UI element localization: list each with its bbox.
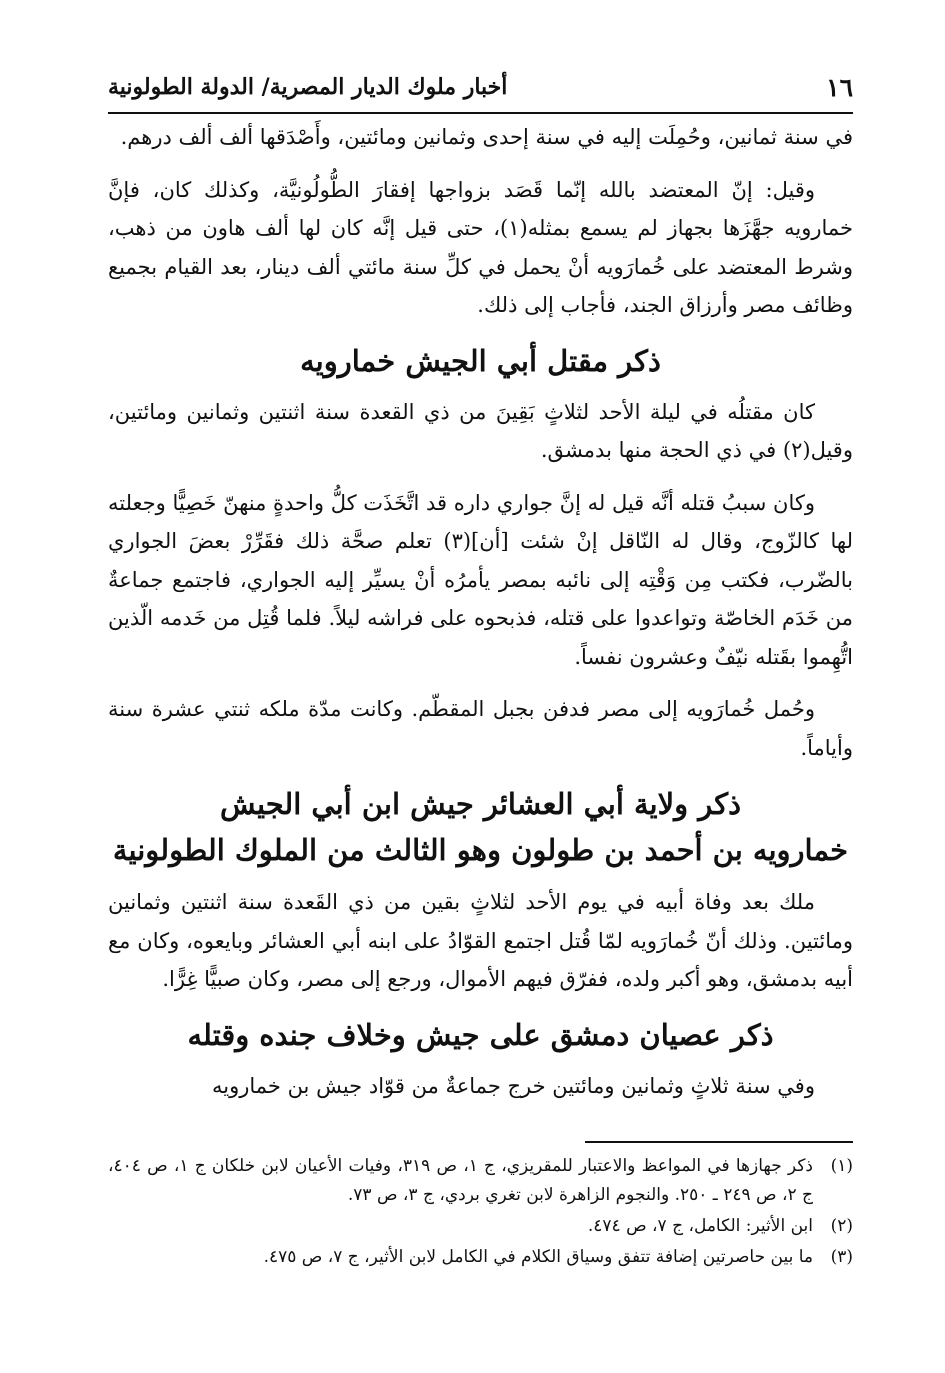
- paragraph-2: وقيل: إنّ المعتضد بالله إنّما قَصَد بزواجها إفقارَ الطُّولُونيَّة، وكذلك كان، فإنَّ خمارويه جهَّزَها بجهاز لم يسمع بمثله(١)، حتى قيل إنَّه كان لها ألف هاون من ذهب، وشرط المعتضد على خُمارَويه أنْ يحمل في كلِّ سنة مائتي ألف دينار، بعد القيام بجميع وظائف مصر وأرزاق الجند، فأجاب إلى ذلك.: [108, 177, 853, 317]
- footnote-1: [108, 1152, 853, 1210]
- footnote-number: (٣): [830, 1247, 853, 1267]
- section-heading-jaysh-reign: [108, 781, 853, 873]
- section-heading-line-1: ذكر ولاية أبي العشائر جيش ابن أبي الجيش: [219, 787, 741, 821]
- footnote-2: [108, 1212, 853, 1241]
- section-heading-line-2: خمارويه بن أحمد بن طولون وهو الثالث من الملوك الطولونية: [112, 833, 849, 867]
- paragraph-1: في سنة ثمانين، وحُمِلَت إليه في سنة إحدى وثمانين ومائتين، وأَصْدَقها ألف ألف درهم.: [120, 125, 853, 149]
- footnote-divider: [585, 1141, 853, 1143]
- section-heading-khumarawayh-death: ذكر مقتل أبي الجيش خمارويه: [300, 343, 661, 378]
- paragraph-6: ملك بعد وفاة أبيه في يوم الأحد لثلاثٍ بقين من ذي القَعدة سنة اثنتين وثمانين ومائتين. وذلك أنّ خُمارَويه لمّا قُتل اجتمع القوّادُ على ابنه أبي العشائر وبايعوه، وكان مع أبيه بدمشق، وهو أكبر ولده، ففرّق فيهم الأموال، ورجع إلى مصر، وكان صبيًّا غِرًّا.: [108, 890, 853, 991]
- paragraph-4: وكان سببُ قتله أنَّه قيل له إنَّ جواري داره قد اتَّخَذَت كلُّ واحدةٍ منهنّ خَصِيًّا وجعلته لها كالزّوج، وقال له النّاقل إنْ شئت [أن](٣) تعلم صحَّة ذلك فقَرِّرْ بعضَ الجواري بالضّرب، فكتب مِن وَقْتِه إلى نائبه بمصر يأمرُه أنْ يسيِّر إليه الجواري، فاجتمع جماعةٌ من خَدَم الخاصّة وتواعدوا على قتله، فذبحوه على فراشه ليلاً. فلما قُتِل من خَدمه الّذين اتُّهِموا بقَتله نيّفٌ وعشرون نفساً.: [108, 490, 854, 669]
- page-number: ١٦: [826, 72, 853, 102]
- footnote-3: [108, 1243, 853, 1272]
- footnote-text: ما بين حاصرتين إضافة تتفق وسياق الكلام في الكامل لابن الأثير، ج ٧، ص ٤٧٥.: [263, 1247, 813, 1267]
- footnote-text: ابن الأثير: الكامل، ج ٧، ص ٤٧٤.: [587, 1216, 813, 1236]
- footnote-number: (٢): [830, 1216, 853, 1236]
- page-header: [108, 62, 853, 114]
- footnotes: [108, 1152, 853, 1274]
- paragraph-7: وفي سنة ثلاثٍ وثمانين ومائتين خرج جماعةٌ من قوّاد جيش بن خمارويه: [211, 1073, 815, 1098]
- running-title: أخبار ملوك الديار المصرية/ الدولة الطولونية: [108, 74, 508, 100]
- footnote-text: ذكر جهازها في المواعظ والاعتبار للمقريزي، ج ١، ص ٣١٩، وفيات الأعيان لابن خلكان ج ١، ص ٤٠٤، ج ٢، ص ٢٤٩ ـ ٢٥٠. والنجوم الزاهرة لابن تغري بردي، ج ٣، ص ٧٣.: [108, 1156, 813, 1205]
- footnote-number: (١): [830, 1156, 853, 1176]
- section-heading-damascus-revolt: ذكر عصيان دمشق على جيش وخلاف جنده وقتله: [187, 1017, 774, 1052]
- paragraph-5: وحُمل خُمارَويه إلى مصر فدفن بجبل المقطّم. وكانت مدّة ملكه ثنتي عشرة سنة وأياماً.: [108, 697, 853, 760]
- main-text: [108, 118, 853, 1119]
- paragraph-3: كان مقتلُه في ليلة الأحد لثلاثٍ بَقِينَ من ذي القعدة سنة اثنتين وثمانين ومائتين، وقيل(٢) في ذي الحجة منها بدمشق.: [108, 399, 853, 462]
